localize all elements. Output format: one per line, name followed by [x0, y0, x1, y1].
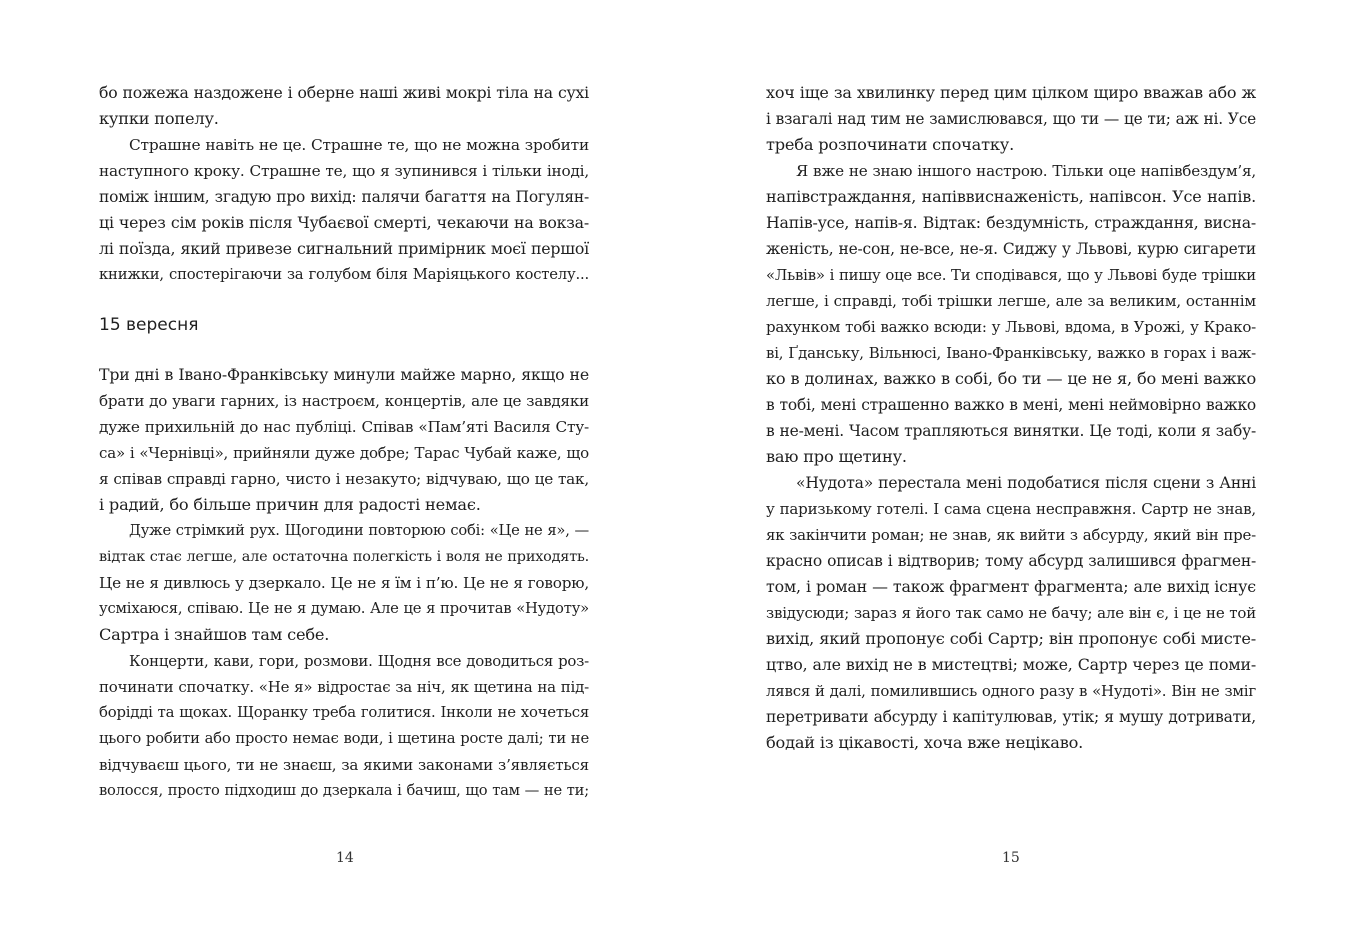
text-line: бо пожежа наздожене і оберне наші живі мокрі тіла на сухі	[99, 83, 589, 102]
text-line: починати спочатку. «Не я» відростає за ніч, як щетина на під-	[99, 678, 589, 696]
text-line: хоч іще за хвилинку перед цим цілком щиро вважав або ж	[766, 83, 1256, 102]
text-line: поміж іншим, згадую про вихід: палячи багаття на Погулян-	[99, 188, 589, 206]
left-text-column	[99, 80, 589, 804]
text-line: «Львів» і пишу оце все. Ти сподівався, що у Львові буде трішки	[766, 266, 1256, 284]
text-line: Дуже стрімкий рух. Щогодини повторюю собі: «Це не я», —	[129, 522, 589, 539]
text-line: красно описав і відтворив; тому абсурд залишився фрагмен-	[766, 552, 1256, 570]
text-line: Страшне навіть не це. Страшне те, що не можна зробити	[129, 136, 589, 154]
text-line: «Нудота» перестала мені подобатися після сцени з Анні	[796, 474, 1256, 492]
text-line: я співав справді гарно, чисто і незакуто; відчуваю, що це так,	[99, 470, 589, 488]
text-line: звідусюди; зараз я його так само не бачу; але він є, і це не той	[766, 604, 1256, 622]
text-line: як закінчити роман; не знав, як вийти з абсурду, який він пре-	[766, 526, 1256, 544]
text-line: лі поїзда, який привезе сигнальний примірник моєї першої	[99, 239, 589, 258]
text-line: Це не я дивлюсь у дзеркало. Це не я їм і п’ю. Це не я говорю,	[99, 574, 589, 592]
text-line: Сартра і знайшов там себе.	[99, 625, 330, 644]
right-paragraphs	[766, 80, 1256, 756]
text-line: Я вже не знаю іншого настрою. Тільки оце напівбездум’я,	[796, 162, 1256, 180]
text-line: бодай із цікавості, хоча вже нецікаво.	[766, 733, 1084, 752]
text-line: ко в долинах, важко в собі, бо ти — це не я, бо мені важко	[766, 369, 1256, 388]
page-number-left: 14	[336, 850, 354, 866]
text-line: том, і роман — також фрагмент фрагмента; але вихід існує	[766, 577, 1256, 596]
text-line: ці через сім років після Чубаєвої смерті, чекаючи на вокза-	[99, 213, 589, 232]
text-line: відчуваєш цього, ти не знаєш, за якими законами з’являється	[99, 756, 589, 774]
text-line: перетривати абсурду і капітулював, утік; я мушу дотривати,	[766, 708, 1256, 726]
text-line: цього робити або просто немає води, і щетина росте далі; ти не	[99, 730, 589, 747]
text-line: брати до уваги гарних, із настроєм, концертів, але це завдяки	[99, 392, 589, 410]
text-line: дуже прихильній до нас публіці. Співав «Пам’яті Василя Сту-	[99, 418, 589, 436]
text-line: книжки, спостерігаючи за голубом біля Маріяцького костелу...	[99, 266, 589, 283]
text-line: Три дні в Івано-Франківську минули майже марно, якщо не	[99, 365, 589, 384]
text-line: і радий, бо більше причин для радості немає.	[99, 495, 481, 514]
text-line: цтво, але вихід не в мистецтві; може, Сартр через це поми-	[766, 655, 1256, 674]
text-line: лявся й далі, помилившись одного разу в «Нудоті». Він не зміг	[766, 682, 1256, 700]
text-line: женість, не-сон, не-все, не-я. Сиджу у Львові, курю сигарети	[766, 240, 1256, 258]
text-line: рахунком тобі важко всюди: у Львові, вдома, в Урожі, у Кракo-	[766, 318, 1256, 336]
text-line: усміхаюся, співаю. Це не я думаю. Але це я прочитав «Нудоту»	[99, 600, 589, 617]
text-line: відтак стає легше, але остаточна полегкість і воля не приходять.	[99, 549, 589, 565]
left-paragraphs-top	[99, 80, 589, 288]
text-line: легше, і справді, тобі трішки легше, але за великим, останнім	[766, 292, 1256, 310]
text-line: вихід, який пропонує собі Сартр; він пропонує собі мисте-	[766, 629, 1256, 648]
text-line: купки попелу.	[99, 109, 219, 128]
text-line: і взагалі над тим не замислювався, що ти — це ти; аж ні. Усе	[766, 110, 1256, 128]
right-text-column	[766, 80, 1256, 756]
text-line: борідді та щоках. Щоранку треба голитися. Інколи не хочеться	[99, 704, 589, 721]
text-line: Напів-усе, напів-я. Відтак: бездумність, страждання, висна-	[766, 213, 1256, 232]
text-line: треба розпочинати спочатку.	[766, 135, 1015, 154]
page-number-right: 15	[1002, 850, 1020, 866]
text-line: у паризькому готелі. І сама сцена несправжня. Сартр не знав,	[766, 500, 1256, 518]
text-line: напівстраждання, напіввиснаженість, напівсон. Усе напів.	[766, 187, 1256, 206]
text-line: в не-мені. Часом трапляються винятки. Це тоді, коли я забу-	[766, 422, 1256, 440]
text-line: са» і «Чернівці», прийняли дуже добре; Тарас Чубай каже, що	[99, 444, 589, 462]
text-line: Концерти, кави, гори, розмови. Щодня все доводиться роз-	[129, 652, 589, 670]
left-paragraphs-bottom	[99, 362, 589, 804]
text-line: наступного кроку. Страшне те, що я зупинився і тільки іноді,	[99, 162, 589, 180]
text-line: в тобі, мені страшенно важко в мені, мені неймовірно важко	[766, 396, 1256, 414]
right-page	[675, 0, 1349, 928]
text-line: ві, Ґданську, Вільнюсі, Івано-Франківську, важко в горах і важ-	[766, 344, 1256, 362]
text-line: волосся, просто підходиш до дзеркала і бачиш, що там — не ти;	[99, 782, 589, 799]
left-page	[0, 0, 674, 928]
section-heading: 15 вересня	[99, 315, 199, 335]
text-line: ваю про щетину.	[766, 447, 907, 466]
